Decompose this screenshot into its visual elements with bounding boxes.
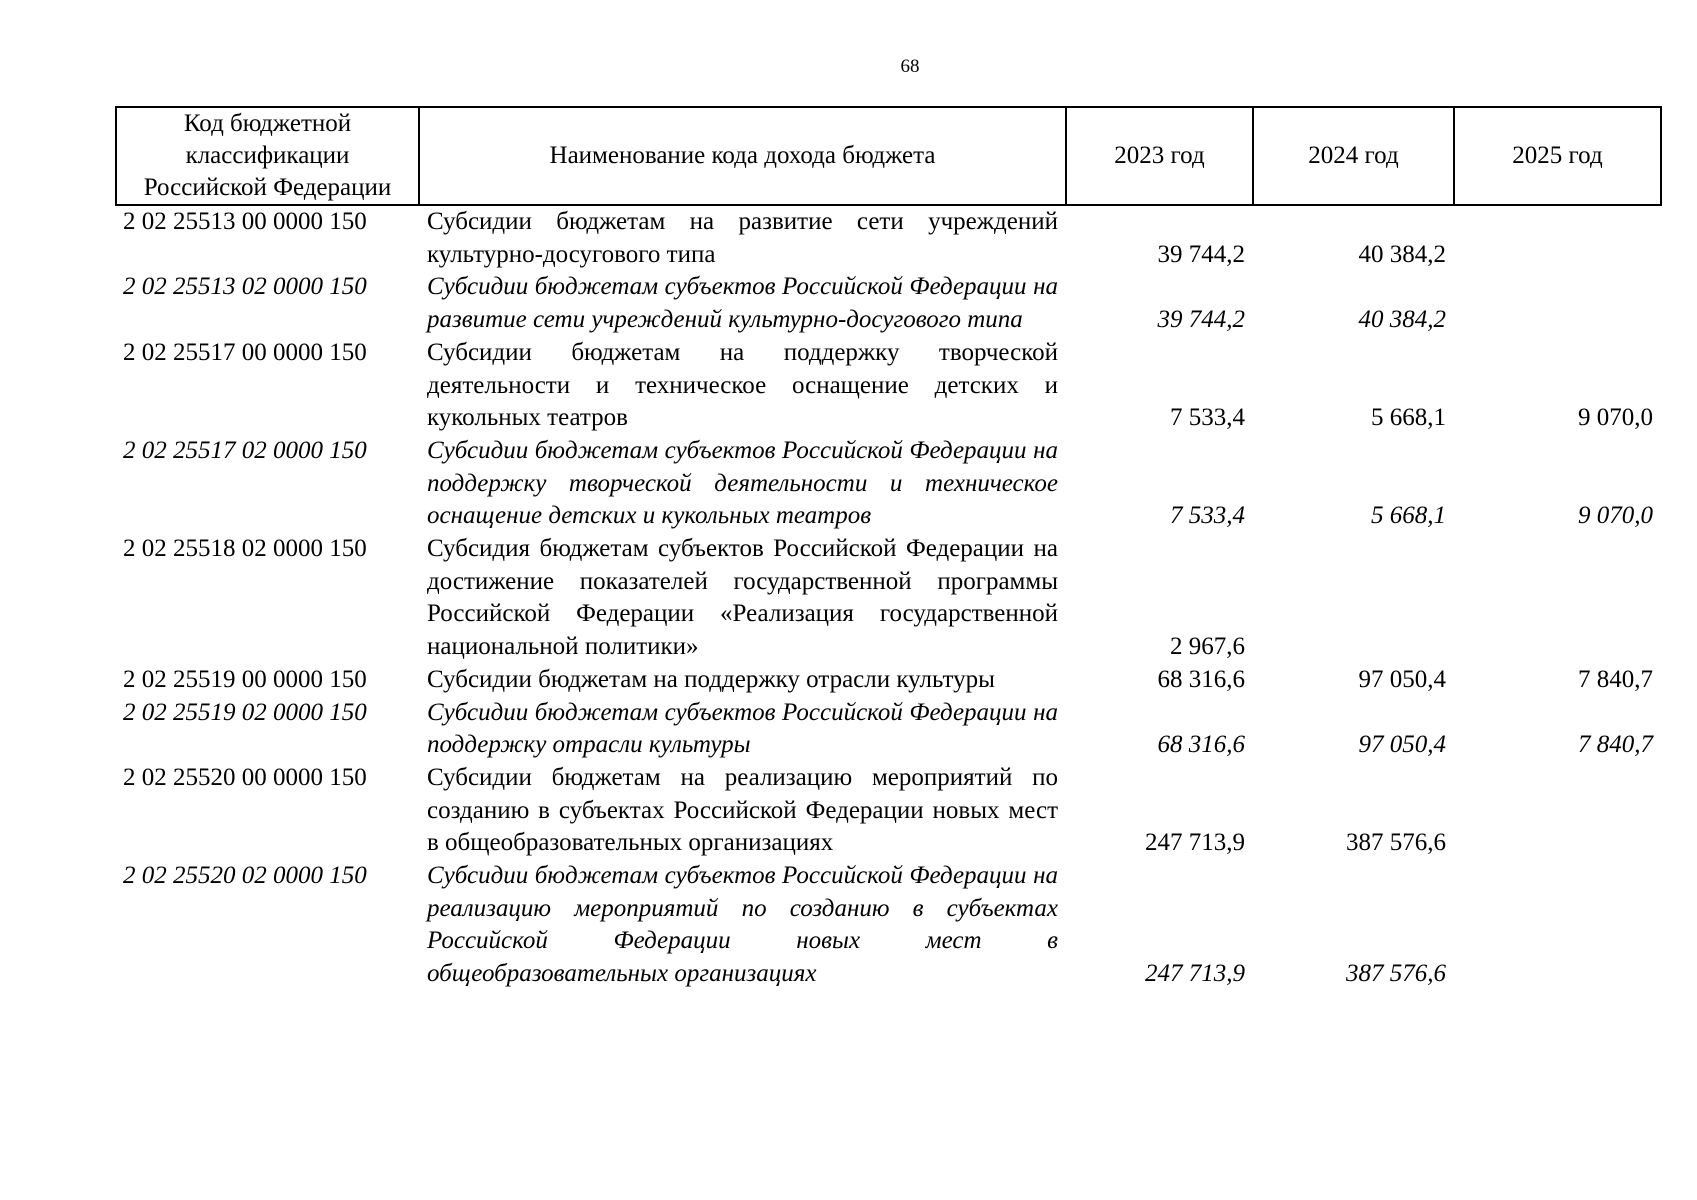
row-name: Субсидия бюджетам субъектов Российской Федерации на достижение показателей государственной программы Российской Федерации «Реализация государственной национальной политики» (427, 535, 1058, 661)
row-2023: 7 533,4 (1170, 404, 1245, 432)
row-code: 2 02 25517 02 0000 150 (123, 436, 367, 464)
row-2024: 97 050,4 (1358, 665, 1446, 693)
table-row (116, 860, 1661, 991)
budget-income-table (115, 106, 1662, 991)
row-2025 (1454, 271, 1661, 336)
table-header-row (116, 107, 1661, 205)
table-row (116, 533, 1661, 664)
row-2023: 247 713,9 (1145, 960, 1245, 988)
table-row (116, 664, 1661, 697)
row-name: Субсидии бюджетам на поддержку творческой деятельности и техническое оснащение детских и кукольных театров (427, 338, 1058, 432)
row-name: Субсидии бюджетам субъектов Российской Федерации на поддержку творческой деятельности и техническое оснащение детских и кукольных театров (427, 436, 1058, 530)
header-2025: 2025 год (1454, 107, 1661, 205)
row-name: Субсидии бюджетам на реализацию мероприятий по созданию в субъектах Российской Федерации новых мест в общеобразовательных организациях (427, 763, 1058, 857)
row-2023: 247 713,9 (1145, 829, 1245, 857)
row-2025: 9 070,0 (1578, 404, 1653, 432)
header-name: Наименование кода дохода бюджета (419, 107, 1066, 205)
row-2025 (1454, 533, 1661, 664)
row-2025: 7 840,7 (1578, 665, 1653, 693)
row-2024: 97 050,4 (1358, 731, 1446, 759)
row-2024 (1253, 533, 1454, 664)
row-2023: 68 316,6 (1157, 731, 1245, 759)
table-row (116, 271, 1661, 336)
row-2025 (1454, 860, 1661, 991)
row-2024: 40 384,2 (1358, 306, 1446, 334)
row-name: Субсидии бюджетам субъектов Российской Федерации на развитие сети учреждений культурно-досугового типа (427, 273, 1058, 334)
row-2023: 7 533,4 (1170, 502, 1245, 530)
row-name: Субсидии бюджетам субъектов Российской Федерации на реализацию мероприятий по созданию в субъектах Российской Федерации новых мест в общеобразовательных организациях (427, 862, 1058, 988)
row-code: 2 02 25513 02 0000 150 (123, 273, 367, 301)
row-2023: 68 316,6 (1157, 665, 1245, 693)
row-2024: 40 384,2 (1358, 240, 1446, 268)
table-row (116, 337, 1661, 435)
row-name: Субсидии бюджетам субъектов Российской Федерации на поддержку отрасли культуры (427, 698, 1058, 759)
header-2023: 2023 год (1066, 107, 1253, 205)
row-2023: 2 967,6 (1170, 633, 1245, 661)
row-2024: 5 668,1 (1371, 404, 1446, 432)
row-2025: 7 840,7 (1578, 731, 1653, 759)
row-2024: 387 576,6 (1346, 829, 1446, 857)
row-2023: 39 744,2 (1157, 240, 1245, 268)
table-row (116, 697, 1661, 762)
row-2024: 387 576,6 (1346, 960, 1446, 988)
row-code: 2 02 25518 02 0000 150 (123, 535, 367, 563)
header-2024: 2024 год (1253, 107, 1454, 205)
row-code: 2 02 25513 00 0000 150 (123, 208, 367, 235)
row-2025: 9 070,0 (1578, 502, 1653, 530)
row-code: 2 02 25520 00 0000 150 (123, 763, 367, 791)
row-2023: 39 744,2 (1157, 306, 1245, 334)
row-name: Субсидии бюджетам на развитие сети учреждений культурно-досугового типа (427, 208, 1058, 268)
row-2025 (1454, 762, 1661, 860)
row-2025 (1454, 205, 1661, 271)
row-name: Субсидии бюджетам на поддержку отрасли культуры (427, 665, 995, 693)
page-number: 68 (900, 56, 920, 77)
row-code: 2 02 25519 02 0000 150 (123, 698, 367, 726)
table-row (116, 762, 1661, 860)
row-code: 2 02 25519 00 0000 150 (123, 665, 367, 693)
table-row (116, 435, 1661, 533)
header-code: Код бюджетной классификации Российской Федерации (116, 107, 419, 205)
row-code: 2 02 25517 00 0000 150 (123, 338, 367, 366)
row-code: 2 02 25520 02 0000 150 (123, 862, 367, 890)
row-2024: 5 668,1 (1371, 502, 1446, 530)
table-row (116, 205, 1661, 271)
